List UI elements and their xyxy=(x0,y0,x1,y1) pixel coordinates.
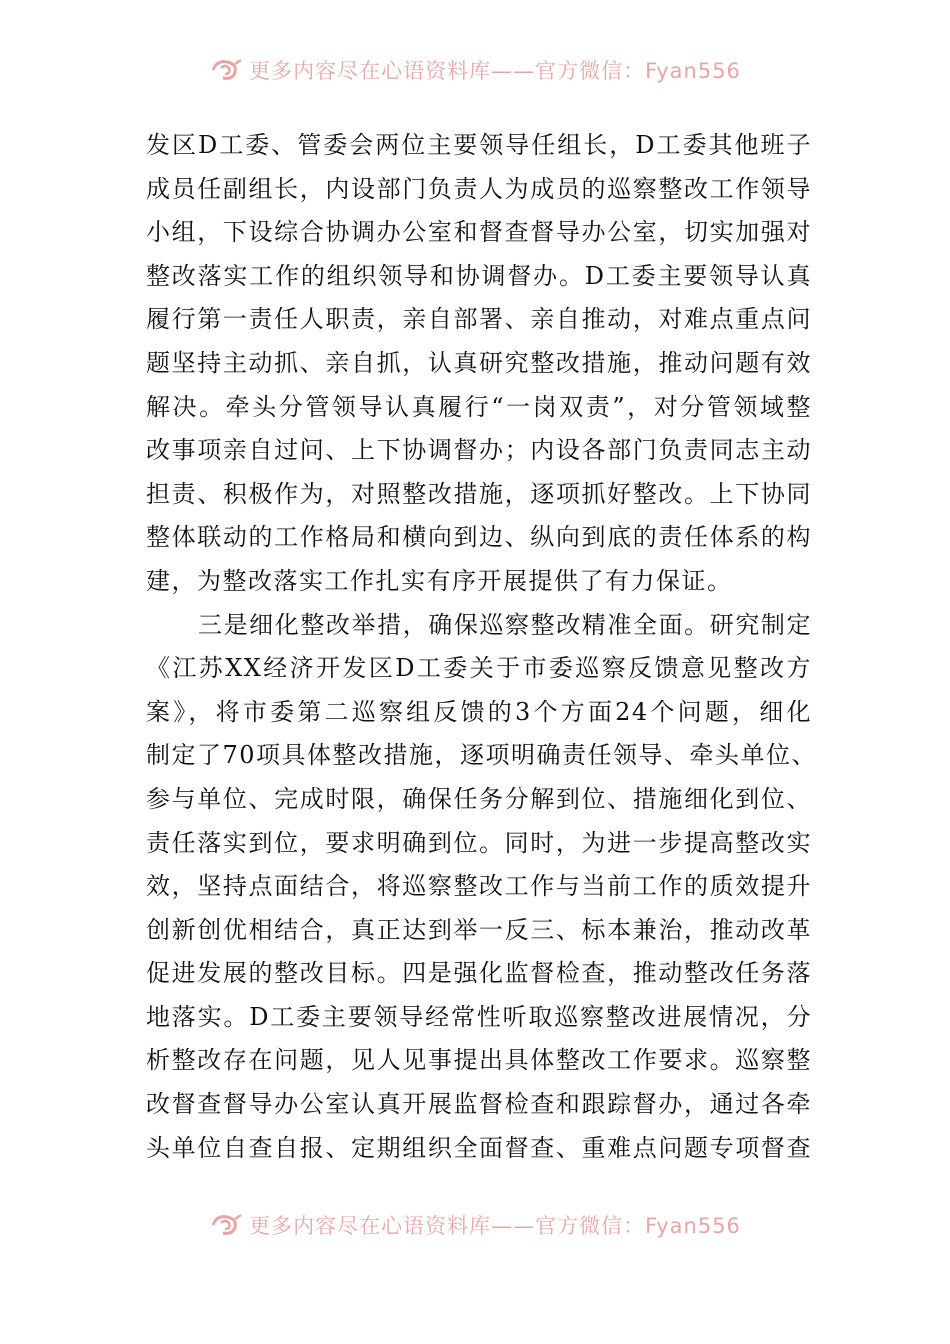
paragraph-start-line: 三是细化整改举措，确保巡察整改精准全面。研究制定 xyxy=(198,610,812,639)
text-line: 责任落实到位，要求明确到位。同时，为进一步提高整改实 xyxy=(146,828,812,857)
text-line: 成员任副组长，内设部门负责人为成员的巡察整改工作领导 xyxy=(146,174,812,203)
watermark-text: 更多内容尽在心语资料库——官方微信：Fyan556 xyxy=(249,59,741,83)
text-line: 制定了70项具体整改措施，逐项明确责任领导、牵头单位、 xyxy=(146,741,818,770)
text-line: 整改落实工作的组织领导和协调督办。D工委主要领导认真 xyxy=(146,261,812,290)
text-line: 案》，将市委第二巡察组反馈的3个方面24个问题，细化 xyxy=(146,697,812,726)
text-line: 整体联动的工作格局和横向到边、纵向到底的责任体系的构 xyxy=(146,523,812,552)
document-body xyxy=(146,124,818,1170)
text-line: 小组，下设综合协调办公室和督查督导办公室，切实加强对 xyxy=(146,218,812,247)
header-watermark xyxy=(0,50,950,90)
text-line: 促进发展的整改目标。四是强化监督检查，推动整改任务落 xyxy=(146,959,812,988)
watermark-text: 更多内容尽在心语资料库——官方微信：Fyan556 xyxy=(249,1214,741,1238)
text-line: 头单位自查自报、定期组织全面督查、重难点问题专项督查 xyxy=(146,1133,812,1162)
text-line: 析整改存在问题，见人见事提出具体整改工作要求。巡察整 xyxy=(146,1046,812,1075)
watermark-logo-icon xyxy=(209,56,245,84)
text-line: 创新创优相结合，真正达到举一反三、标本兼治，推动改革 xyxy=(146,915,812,944)
text-line: 担责、积极作为，对照整改措施，逐项抓好整改。上下协同 xyxy=(146,479,812,508)
text-line: 参与单位、完成时限，确保任务分解到位、措施细化到位、 xyxy=(146,784,812,813)
paragraph-end-line: 建，为整改落实工作扎实有序开展提供了有力保证。 xyxy=(146,566,733,595)
text-line: 解决。牵头分管领导认真履行“一岗双责”，对分管领域整 xyxy=(146,392,812,421)
watermark-logo-icon xyxy=(209,1211,245,1239)
text-line: 地落实。D工委主要领导经常性听取巡察整改进展情况，分 xyxy=(146,1002,812,1031)
text-line: 履行第一责任人职责，亲自部署、亲自推动，对难点重点问 xyxy=(146,305,812,334)
text-line: 《江苏XX经济开发区D工委关于市委巡察反馈意见整改方 xyxy=(146,654,812,683)
text-line: 改督查督导办公室认真开展监督检查和跟踪督办，通过各牵 xyxy=(146,1090,812,1119)
text-line: 效，坚持点面结合，将巡察整改工作与当前工作的质效提升 xyxy=(146,872,812,901)
text-line: 发区D工委、管委会两位主要领导任组长，D工委其他班子 xyxy=(146,131,812,159)
footer-watermark xyxy=(0,1205,950,1245)
text-line: 改事项亲自过问、上下协调督办；内设各部门负责同志主动 xyxy=(146,436,812,465)
text-line: 题坚持主动抓、亲自抓，认真研究整改措施，推动问题有效 xyxy=(146,348,812,377)
